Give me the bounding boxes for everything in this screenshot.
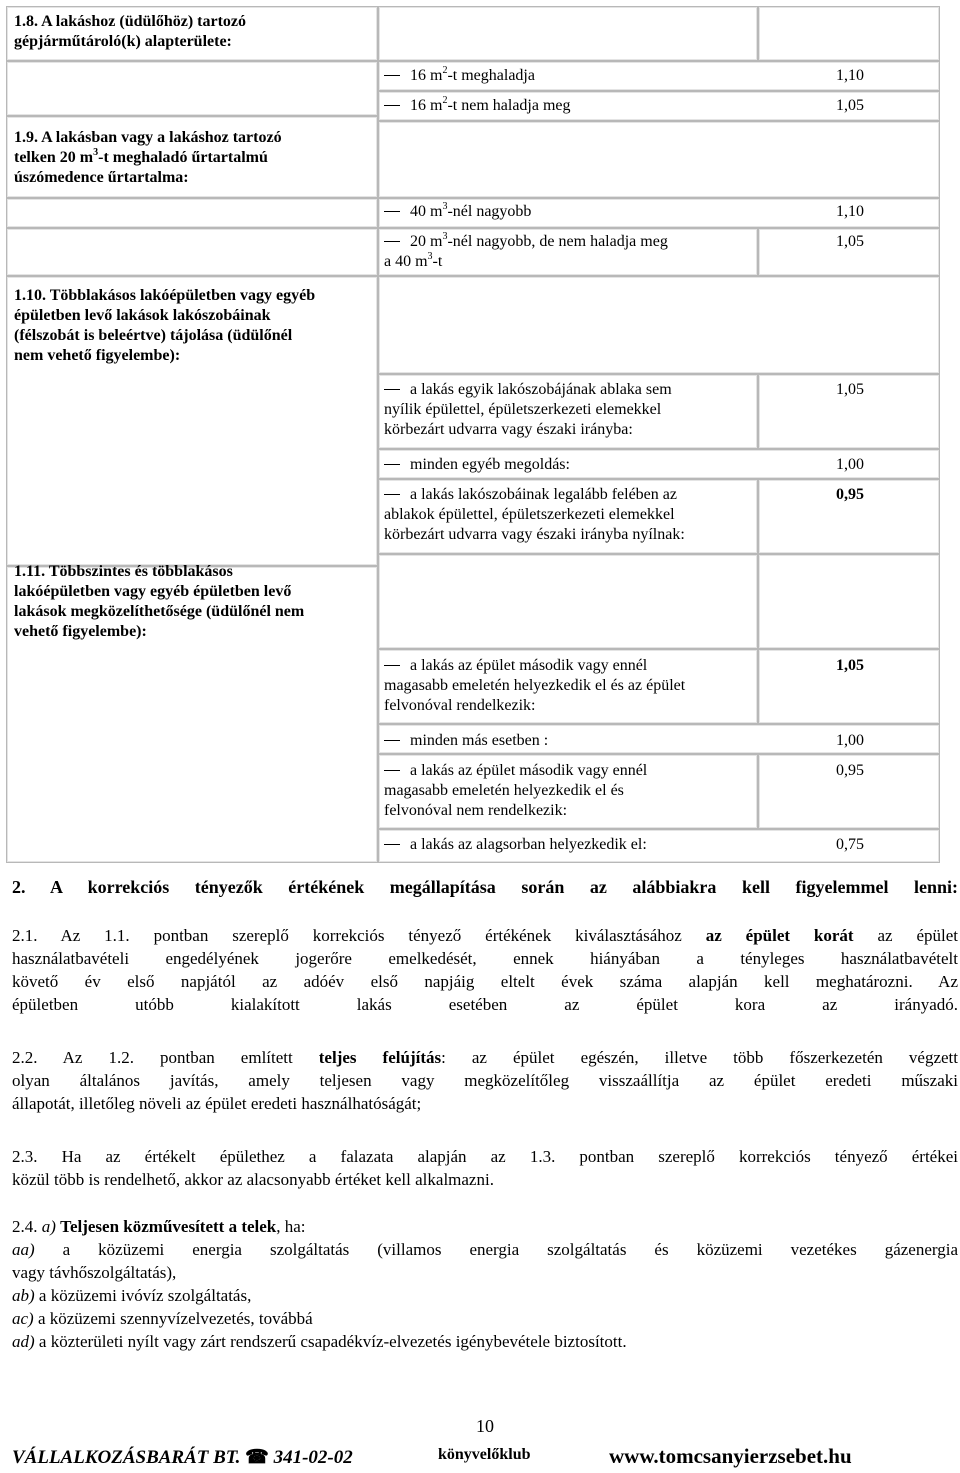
dash-bullet xyxy=(384,105,400,106)
cell-blank-mid xyxy=(378,121,940,198)
dash-bullet xyxy=(384,770,400,771)
section-1-9-title: 1.9. A lakásban vagy a lakáshoz tartozó telken 20 $m^3-t$ meghaladó űrtartalmú úszómedence űrtartalma: xyxy=(14,129,282,186)
section-1-8-line-2: gépjárműtároló(k) alapterülete: xyxy=(14,33,232,50)
paragraph-2-2: 2.2. Az 1.2. pontban említett teljes felújítás: az épület egészén, illetve több főszerkezetén végzett olyan általános javítás, amely teljesen vagy megközelítőleg visszaállítja az épület eredeti műszaki állapotát, illetőleg növeli az épület eredeti használhatóságát; xyxy=(12,1048,958,1113)
row-r7-value: 0,95 xyxy=(836,486,864,503)
paragraph-2-4: 2.4. a) Teljesen közművesített a telek, ha: aa) a közüzemi energia szolgáltatás (villamos energia szolgáltatás és közüzemi vezetékes gázenergia vagy távhőszolgáltatás), ab) a közüzemi ivóvíz szolgáltatás, ac) a közüzemi szennyvízelvezetés, továbbá ad) a közterületi nyílt vagy zárt rendszerű csapadékvíz-elvezetés igénybevétele biztosított. xyxy=(12,1217,958,1351)
dash-bullet xyxy=(384,665,400,666)
row-r9-text: minden más esetben : xyxy=(384,731,548,751)
row-r6-value: 1,00 xyxy=(836,456,864,473)
footer-club: könyvelőklub xyxy=(438,1446,531,1463)
row-r5-value: 1,05 xyxy=(836,381,864,398)
cell-blank-s-val xyxy=(758,554,940,649)
row-r6-text: minden egyéb megoldás: xyxy=(384,455,570,475)
row-r8-text: a lakás az épület második vagy ennél magasabb emeletén helyezkedik el és az épület felvonóval rendelkezik: xyxy=(384,657,686,714)
row-r8-value: 1,05 xyxy=(836,657,864,674)
section-1-10-title: 1.10. Többlakásos lakóépületben vagy egyéb épületben levő lakások lakószobáinak (félszobát is beleértve) tájolása (üdülőnél nem vehető figyelembe): xyxy=(14,287,316,364)
row-r9-value: 1,00 xyxy=(836,732,864,749)
section-1-8-line-1: 1.8. A lakáshoz (üdülőhöz) tartozó xyxy=(14,13,247,30)
row-r5-text: a lakás egyik lakószobájának ablaka sem nyílik épülettel, épületszerkezeti elemekkel körbezárt udvarra vagy északi irányba: xyxy=(384,381,672,438)
row-r10-text: a lakás az épület második vagy ennél magasabb emeletén helyezkedik el és felvonóval nem rendelkezik: xyxy=(384,762,648,819)
row-r3-text: 40 $m^3$-nél nagyobb xyxy=(384,202,531,222)
cell-1-9-blank-a xyxy=(6,198,378,228)
cell-1-9-blank-b xyxy=(6,228,378,276)
dash-bullet xyxy=(384,75,400,76)
row-r11-value: 0,75 xyxy=(836,836,864,853)
cell-blank-s xyxy=(378,554,758,649)
paragraph-2-1: 2.1. Az 1.1. pontban szereplő korrekciós tényező értékének kiválasztásához az épület korát az épület használatbavételi engedélyének jogerőre emelkedését, ennek hiányában a tényleges használatbavételt követő év első napjától az adóév első napjáig eltelt évek száma alapján kell meghatározni. Az épületben utóbb kialakított lakás esetében az épület kora az irányadó. xyxy=(12,926,959,1014)
row-r2-text: 16 $m^2-t$ nem haladja meg xyxy=(384,96,571,116)
row-r4-text: 20 $m^3$-nél nagyobb, de nem haladja meg a 40 $m^3-t$ xyxy=(384,230,668,270)
dash-bullet xyxy=(384,494,400,495)
cell-top-blank-val xyxy=(758,6,940,61)
cell-blank-r xyxy=(378,276,940,374)
footer-website[interactable]: www.tomcsanyierzsebet.hu xyxy=(609,1444,852,1468)
row-r1-text: 16 $m^2-t$ meghaladja xyxy=(384,66,535,86)
dash-bullet xyxy=(384,844,400,845)
row-r11-text: a lakás az alagsorban helyezkedik el: xyxy=(384,835,647,855)
dash-bullet xyxy=(384,464,400,465)
dash-bullet xyxy=(384,389,400,390)
row-r10-value: 0,95 xyxy=(836,762,864,779)
row-r7-text: a lakás lakószobáinak legalább felében az ablakok épülettel, épületszerkezeti elemekkel körbezárt udvarra vagy északi irányba nyílnak: xyxy=(384,486,685,543)
row-r4-value: 1,05 xyxy=(836,233,864,250)
paragraph-2-3: 2.3. Ha az értékelt épülethez a falazata alapján az 1.3. pontban szereplő korrekciós tényező értékei közül több is rendelhető, akkor az alacsonyabb értéket kell alkalmazni. xyxy=(12,1147,958,1189)
row-r2-value: 1,05 xyxy=(836,97,864,114)
footer-company: VÁLLALKOZÁSBARÁT BT. ☎ 341-02-02 xyxy=(12,1447,353,1468)
row-r1-value: 1,10 xyxy=(836,67,864,84)
section-1-11-title: 1.11. Többszintes és többlakásos lakóépületben vagy egyéb épületben levő lakások megközelíthetősége (üdülőnél nem vehető figyelembe): xyxy=(14,563,305,640)
section-2-heading: 2. A korrekciós tényezők értékének megállapítása során az alábbiakra kell figyelemmel lenni: xyxy=(12,877,958,897)
dash-bullet xyxy=(384,211,400,212)
telephone-icon: ☎ xyxy=(245,1447,269,1468)
row-r3-value: 1,10 xyxy=(836,203,864,220)
dash-bullet xyxy=(384,241,400,242)
dash-bullet xyxy=(384,740,400,741)
cell-1-8-blank xyxy=(6,61,378,116)
page-number: 10 xyxy=(476,1416,494,1436)
section-1-8-title xyxy=(14,12,246,52)
cell-top-blank xyxy=(378,6,758,61)
